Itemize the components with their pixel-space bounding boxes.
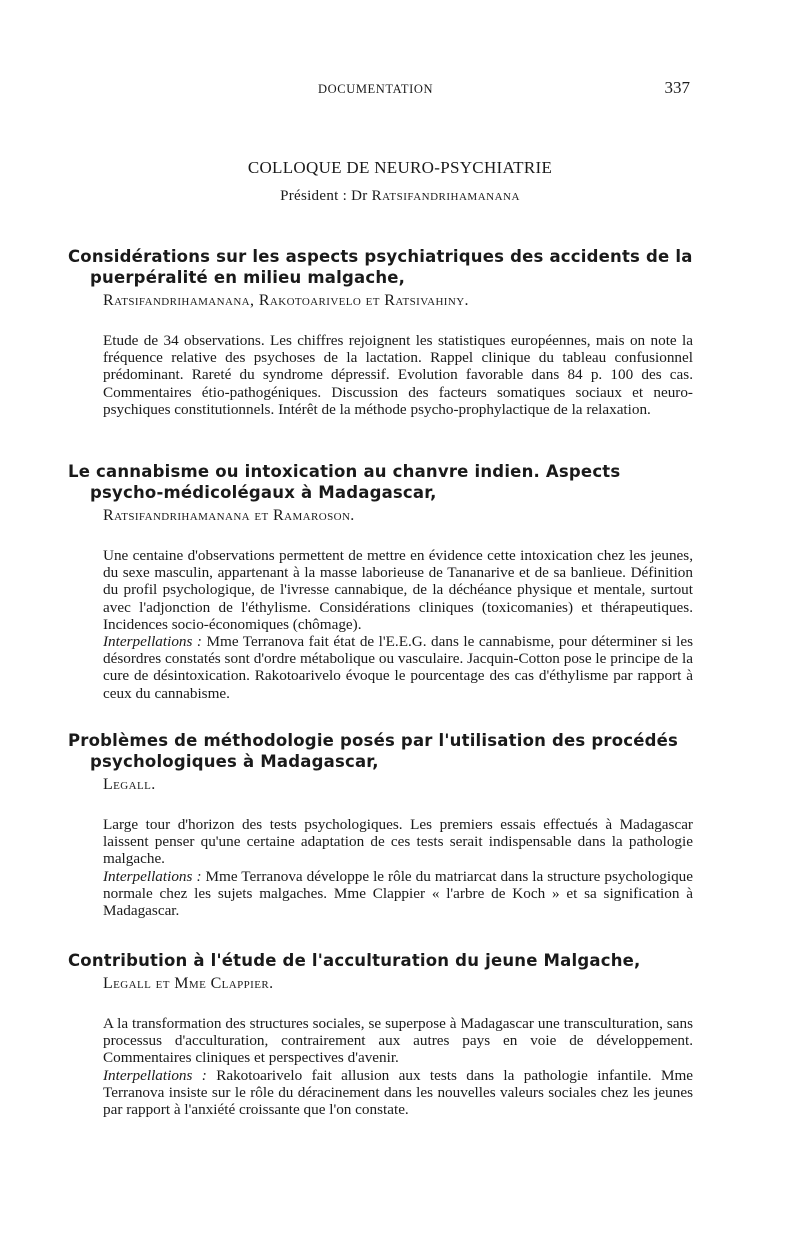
interpellations-label: Interpellations : — [103, 633, 202, 651]
president-line — [0, 188, 800, 205]
article-title: Le cannabisme ou intoxication au chanvre indien. Aspects psycho-médicolégaux à Madagascar, — [68, 462, 621, 502]
interpellations-label: Interpellations : — [103, 1066, 207, 1084]
interpellations-paragraph — [103, 633, 693, 702]
president-label: Président : — [280, 188, 348, 204]
interpellations-text: Mme Terranova développe le rôle du matriarcat dans la structure psychologique normale chez les sujets malgaches. Mme Clappier « l'arbre de Koch » et sa signification à Madagascar. — [103, 867, 694, 920]
article-authors: Ratsifandrihamanana et Ramaroson. — [103, 507, 355, 524]
page-number: 337 — [664, 78, 690, 97]
interpellations-text: Rakotoarivelo fait allusion aux tests dans la pathologie infantile. Mme Terranova insiste sur le rôle du déracinement dans les nouvelles valeurs sociales chez les jeunes par rapport à l'anxiété croissante que l'on constate. — [103, 1066, 694, 1119]
interpellations-paragraph — [103, 1067, 693, 1119]
abstract-paragraph: Large tour d'horizon des tests psychologiques. Les premiers essais effectués à Madagascar laissent penser qu'une certaine adaptation de ces tests serait indispensable dans la pathologie malgache. — [103, 816, 693, 868]
abstract-paragraph: Etude de 34 observations. Les chiffres rejoignent les statistiques européennes, mais on note la fréquence relative des psychoses de la lactation. Rappel clinique du tableau confusionnel prédominant. Rareté du syndrome dépressif. Evolution favorable dans 84 p. 100 des cas. Commentaires étio-pathogéniques. Discussion des facteurs somatiques sociaux et neuro-psychiques constitutionnels. Intérêt de la méthode psycho-prophylactique de la relaxation. — [103, 332, 693, 418]
interpellations-paragraph — [103, 868, 693, 920]
president-name: Ratsifandrihamanana — [371, 188, 520, 204]
president-prefix: Dr — [351, 188, 368, 204]
article-1 — [68, 246, 693, 418]
colloque-title: COLLOQUE DE NEURO-PSYCHIATRIE — [247, 158, 553, 177]
running-title: DOCUMENTATION — [318, 82, 434, 96]
article-authors: Legall et Mme Clappier. — [103, 975, 274, 992]
abstract-paragraph: Une centaine d'observations permettent de mettre en évidence cette intoxication chez les jeunes, du sexe masculin, appartenant à la masse laborieuse de Tananarive et de sa banlieue. Définition du profil psychologique, de l'ivresse cannabique, de la déchéance physique et mentale, surtout avec l'adjonction de l'éthylisme. Considérations cliniques (toxicomanies) et thérapeutiques. Incidences socio-économiques (chômage). — [103, 547, 693, 633]
article-abstract — [103, 1015, 693, 1118]
page-header — [0, 78, 800, 102]
article-abstract — [103, 816, 693, 919]
article-abstract — [103, 332, 693, 418]
abstract-paragraph: A la transformation des structures sociales, se superpose à Madagascar une transculturation, sans processus d'acculturation, contrairement aux autres pays en voie de développement. Commentaires cliniques et perspectives d'avenir. — [103, 1015, 693, 1067]
article-title: Problèmes de méthodologie posés par l'utilisation des procédés psychologiques à Madagascar, — [68, 731, 679, 771]
article-2 — [68, 461, 693, 702]
interpellations-label: Interpellations : — [103, 867, 202, 885]
article-title: Considérations sur les aspects psychiatriques des accidents de la puerpéralité en milieu malgache, — [68, 247, 693, 287]
article-authors: Ratsifandrihamanana, Rakotoarivelo et Ratsivahiny. — [103, 292, 469, 309]
article-authors: Legall. — [103, 776, 156, 793]
interpellations-text: Mme Terranova fait état de l'E.E.G. dans le cannabisme, pour déterminer si les désordres constatés sont d'ordre métabolique ou vasculaire. Jacquin-Cotton pose le principe de la cure de désintoxication. Rakotoarivelo évoque le pourcentage des cas d'éthylisme par rapport à ceux du cannabisme. — [103, 633, 694, 702]
article-3 — [68, 730, 693, 919]
article-title: Contribution à l'étude de l'acculturation du jeune Malgache, — [68, 951, 641, 970]
article-4 — [68, 950, 693, 1118]
article-abstract — [103, 547, 693, 702]
colloque-heading — [0, 158, 800, 205]
